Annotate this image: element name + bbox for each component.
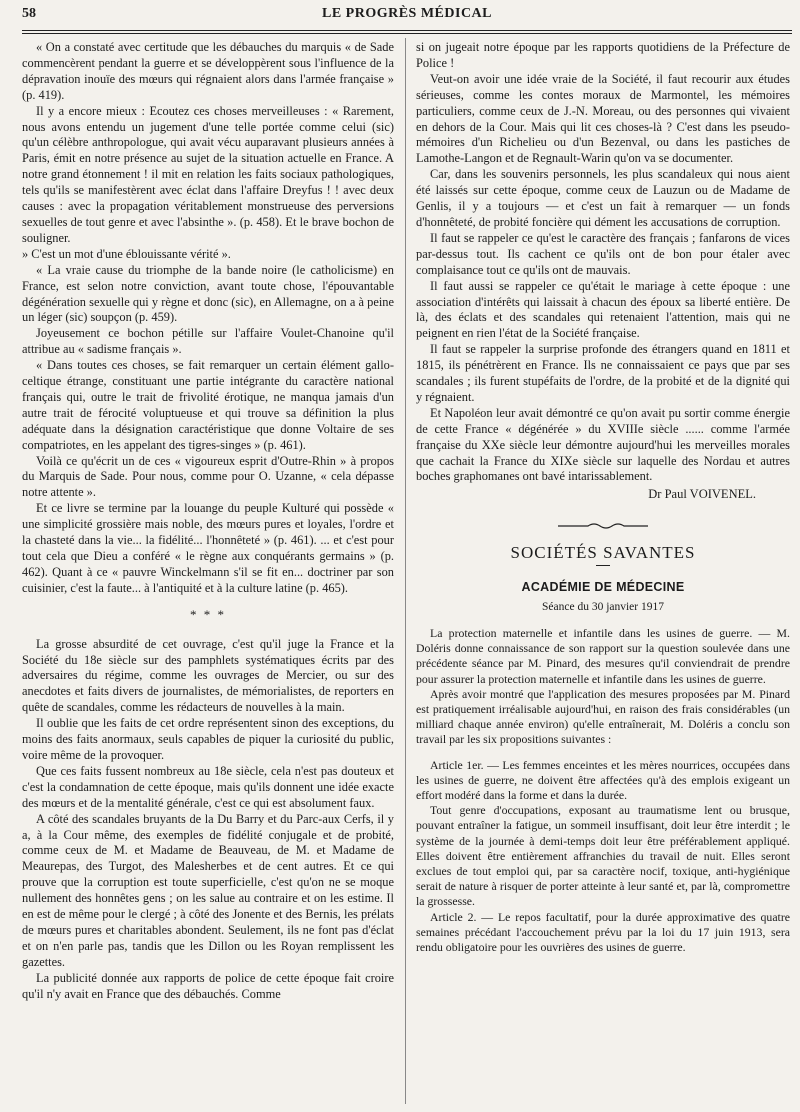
report-paragraph: Tout genre d'occupations, exposant au traumatisme lent ou brusque, pouvant entraîner la fatigue, un sommeil insuffisant, doit leur être interdit ; le système de la journée à demi-temps doit leur être préférablement appliqué. Elles doivent être entièrement affranchies du travail de nuit. Elles seront exclues de tout emploi qui, par sa caractère nocif, toxique, anti-hygiénique serait de nature à risquer de porter atteinte à leur santé et, par là, compromettre la grossesse.: [416, 803, 790, 909]
report-article: Article 1er. — Les femmes enceintes et les mères nourrices, occupées dans les usines de guerre, ne doivent être affectées qu'à des emplois exigeant un effort modéré dans la forme et dans la durée.: [416, 757, 790, 803]
paragraph: Joyeusement ce bochon pétille sur l'affaire Voulet-Chanoine qu'il attribue au « sadisme français ».: [22, 326, 394, 357]
paragraph: Car, dans les souvenirs personnels, les plus scandaleux qui nous aient été laissés sur cette époque, comme ceux de Lauzun ou de Madame de Genlis, il y a toujours — et c'est un fait à remarquer — un fonds d'honnêteté, de probité foncière qui dément les accusations de corruption.: [416, 167, 790, 229]
paragraph: Et Napoléon leur avait démontré ce qu'on avait pu sortir comme énergie de cette France « dégénérée » du XVIIIe siècle ...... comme l'armée française du XXe siècle leur démontre aujourd'hui les merveilles morales que cachait la France du XIXe siècle sur laquelle des Nordau et autres boches graphomanes ont bavé intarissablement.: [416, 405, 790, 484]
report-paragraph: Après avoir montré que l'application des mesures proposées par M. Pinard est pratiquement irréalisable aujourd'hui, en raison des frais considérables (un milliard chaque année environ) qu'elle entraînerait, M. Doléris a conclu son travail par les six propositions suivantes :: [416, 686, 790, 747]
paragraph: Il y a encore mieux : Ecoutez ces choses merveilleuses : « Rarement, nous avons entendu un jugement d'une telle portée comme celui (sic) qu'un célèbre anthropologue, qui avait vécu auparavant plusieurs années à Paris, émit en notre présence au sujet de la situation actuelle en France. A notre grand étonnement ! il mit en relation les faits sociaux pathologiques, tels qu'ils se manifestèrent avec éclat dans l'affaire Dreyfus ! ! avec deux causes : avec la propagation véritablement monstrueuse des perversions sexuelles de tout genre et avec l'absinthe ». (p. 458). Et le brave bochon de souligner.: [22, 103, 394, 245]
page-number: 58: [22, 6, 36, 21]
left-column: [22, 40, 394, 1002]
paragraph: La publicité donnée aux rapports de police de cette époque fait croire qu'il n'y avait en France que des débauchés. Comme: [22, 970, 394, 1001]
paragraph: si on jugeait notre époque par les rapports quotidiens de la Préfecture de Police !: [416, 40, 790, 70]
session-date: Séance du 30 janvier 1917: [542, 601, 664, 614]
report-paragraph: La protection maternelle et infantile dans les usines de guerre. — M. Doléris donne connaissance de son rapport sur la question soulevée dans une précédente séance par M. Pinard, des mesures qu'il conviendrait de prendre pour assurer la protection maternelle et infantile dans les usines de guerre.: [416, 626, 790, 686]
paragraph: Voilà ce qu'écrit un de ces « vigoureux esprit d'Outre-Rhin » à propos du Marquis de Sade. Pour nous, comme pour O. Uzanne, « cela dépasse notre attente ».: [22, 453, 394, 500]
paragraph: Il faut se rappeler la surprise profonde des étrangers quand en 1811 et 1815, ils pénétrèrent en France. Ils ne connaissaient ce pays que par ses scandales ; ils furent stupéfaits de l'ordre, de la probité et de la dignité qui y régnaient.: [416, 342, 790, 404]
column-divider: [405, 38, 406, 1104]
paragraph: Il faut aussi se rappeler ce qu'était le mariage à cette époque : une association d'intérêts qui laissait à chacun des époux sa liberté entière. De là, des éclats et des scandales qui retenaient l'attention, mais qui ne peignent en rien l'état de la Société française.: [416, 278, 790, 341]
paragraph: » C'est un mot d'une éblouissante vérité ».: [22, 246, 231, 261]
subsection-title: ACADÉMIE DE MÉDECINE: [521, 580, 685, 595]
report-article: Article 2. — Le repos facultatif, pour la durée approximative des quatre semaines précédant l'accouchement prévu par la loi du 17 juin 1913, sera rendu obligatoire pour les ouvrières des usines de guerre.: [416, 909, 790, 955]
section-title: SOCIÉTÉS SAVANTES: [510, 543, 696, 563]
author-signature: Dr Paul VOIVENEL.: [648, 487, 756, 502]
academy-report: [416, 626, 790, 955]
right-column: [416, 40, 790, 955]
paragraph: « Dans toutes ces choses, se fait remarquer un certain élément gallo-celtique étrange, constituant une partie intégrante du caractère national français qui, outre le trait de frivolité érotique, ne manqua jamais d'un autre trait de férocité voluptueuse et qui trouve sa définition la plus adéquate dans la désignation caractéristique que donne Voltaire de ses compatriotes, en les appelant des tigres-singes » (p. 461).: [22, 358, 394, 452]
header-rule: [22, 30, 792, 31]
paragraph: A côté des scandales bruyants de la Du Barry et du Parc-aux Cerfs, il y a, à la Cour même, des exemples de fidélité conjugale et de probité, comme ceux de M. et Madame de Beauveau, de M. et Madame de Meaurepas, des Turgot, des Malesherbes et de cent autres. Et ce qui prouve que la corruption est toute superficielle, c'est qu'on ne se moque nullement des honnêtes gens ; on les salue au contraire et on les estime. Il en est de même pour le clergé ; à côté des Jonente et des Bernis, les prélats de mœurs pures et charitables abondent. Seulement, ils ne font pas d'éclat et on n'en parle pas, tandis que les Dillon ou les Royan remplissent les gazettes.: [22, 811, 394, 969]
paragraph: « La vraie cause du triomphe de la bande noire (le catholicisme) en France, est selon notre conviction, avant toute chose, l'épouvantable dégénération sexuelle qui y règne et donc (sic), en Allemagne, on a à peine un léger (sic) soupçon (p. 459).: [22, 262, 394, 325]
paragraph: Il faut se rappeler ce qu'est le caractère des français ; fanfarons de vices par-dessus tout. Ils cachent ce qu'ils ont de bon pour étaler avec complaisance tout ce qu'ils ont de mauvais.: [416, 230, 790, 277]
page-header: [22, 6, 792, 28]
paragraph: Il oublie que les faits de cet ordre représentent sinon des exceptions, du moins des faits anormaux, seuls capables de piquer la curiosité du public, voire même de la provoquer.: [22, 716, 394, 762]
section-rule: [596, 565, 610, 566]
flourish-divider: [558, 521, 648, 531]
paragraph: Et ce livre se termine par la louange du peuple Kulturé qui possède « une simplicité grossière mais noble, des mœurs pures et loyales, l'ordre et la chasteté dans la vie... la fidélité... l'honnêteté » (p. 461). ... et c'est pour tout cela que Dieu a conféré « le règne aux conquérants germains » (p. 462). Quant à ce « pauvre Winckelmann s'il se fit en... doctriner par son cuisinier, c'est la faute... à l'antiquité et à la culture latine (p. 465).: [22, 501, 394, 595]
paragraph: La grosse absurdité de cet ouvrage, c'est qu'il juge la France et la Société du 18e siècle sur des pamphlets systématiques écrits par des adversaires du régime, comme les ouvrages de Mercier, ou sur des anecdotes et faits divers de journalistes, de mémorialistes, de reporters en quête de scandales, comme les rédacteurs de nouvelles à la main.: [22, 636, 394, 715]
paragraph: Veut-on avoir une idée vraie de la Société, il faut recourir aux études sérieuses, comme les contes moraux de Marmontel, les mémoires particuliers, comme ceux de J.-N. Moreau, ou des personnes qui vivaient en dehors de la Cour. Mais qui lit ces choses-là ? C'est dans les pseudo-mémoires d'un Richelieu ou d'un Bezenval, ou dans les pastiches de Lamothe-Langon et de Regnault-Warin qu'on va se documenter.: [416, 71, 790, 166]
paragraph: « On a constaté avec certitude que les débauches du marquis « de Sade commencèrent pendant la guerre et se développèrent sous l'influence de la dépravation inouïe des mœurs qui régnaient alors dans l'armée française » (p. 419).: [22, 40, 394, 102]
journal-title: LE PROGRÈS MÉDICAL: [321, 6, 493, 21]
header-rule-thin: [22, 33, 792, 34]
paragraph: Que ces faits fussent nombreux au 18e siècle, cela n'est pas douteux et c'est la condamnation de cette époque, mais qu'ils donnent une idée exacte des mœurs et de la mentalité générale, c'est ce qui est absolument faux.: [22, 763, 394, 810]
section-stars: * * *: [190, 606, 226, 622]
